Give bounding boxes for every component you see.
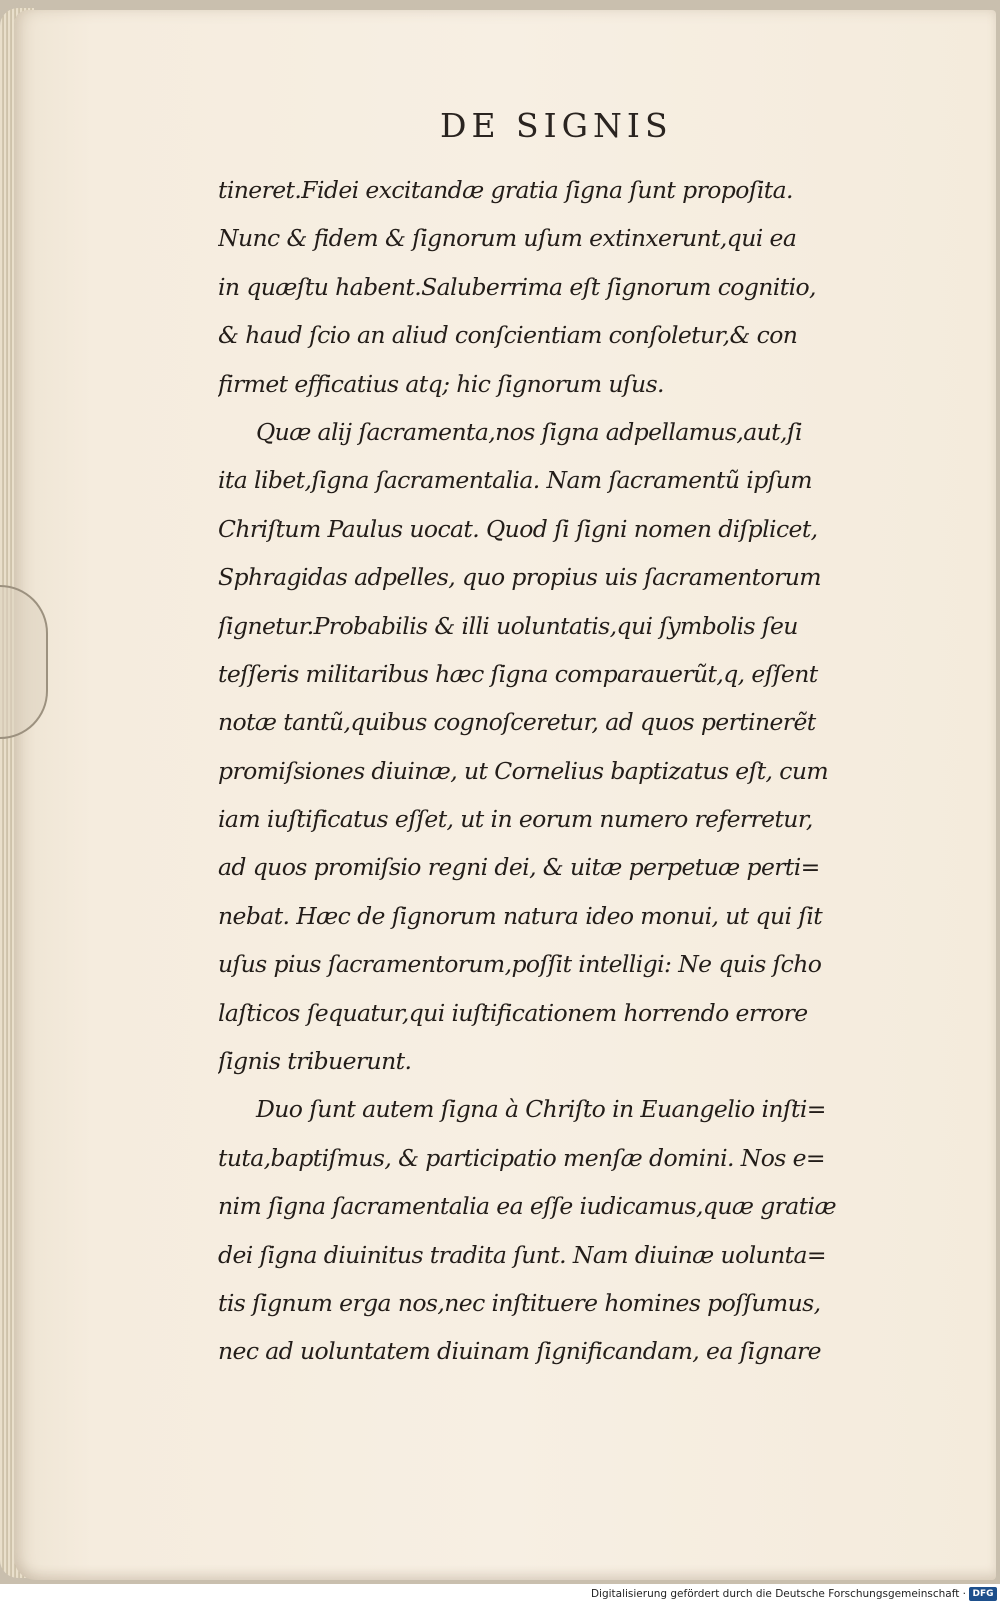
text-line: iam iuſtificatus eſſet, ut in eorum numero referretur,: [218, 805, 813, 834]
text-line: Sphragidas adpelles, quo propius uis ſacramentorum: [218, 563, 821, 592]
body-text: [218, 166, 918, 1376]
dfg-logo: DFG: [969, 1587, 997, 1601]
text-line: in quæſtu habent.Saluberrima eſt ſignorum cognitio,: [218, 272, 816, 301]
text-line: tineret.Fidei excitandæ gratia ſigna ſunt propoſita.: [218, 176, 793, 204]
text-line: Duo ſunt autem ſigna à Chriſto in Euangelio inſti=: [256, 1095, 826, 1124]
text-line: teſſeris militaribus hæc ſigna comparauerũt,q, eſſent: [218, 659, 818, 688]
text-line: ad quos promiſsio regni dei, & uitæ perpetuæ perti=: [218, 853, 820, 882]
text-line: tis ſignum erga nos,nec inſtituere homines poſſumus,: [218, 1288, 821, 1317]
funding-credit: Digitalisierung gefördert durch die Deutsche Forschungsgemeinschaft ·: [590, 1588, 966, 1600]
text-line: nim ſigna ſacramentalia ea eſſe iudicamus,quæ gratiæ: [218, 1192, 836, 1221]
text-line: Quæ alij ſacramenta,nos ſigna adpellamus,aut,ſi: [256, 417, 802, 446]
text-line: ſignis tribuerunt.: [218, 1047, 412, 1076]
text-line: uſus pius ſacramentorum,poſſit intelligi: Ne quis ſcho: [218, 950, 822, 979]
text-line: & haud ſcio an aliud conſcientiam conſoletur,& con: [218, 321, 798, 350]
text-line: promiſsiones diuinæ, ut Cornelius baptizatus eſt, cum: [218, 756, 829, 785]
text-line: notæ tantũ,quibus cognoſceretur, ad quos pertinerẽt: [218, 708, 816, 737]
text-line: ſignetur.Probabilis & illi uoluntatis,qui ſymbolis ſeu: [218, 611, 798, 640]
text-line: tuta,baptiſmus, & participatio menſæ domini. Nos e=: [218, 1143, 826, 1172]
text-line: dei ſigna diuinitus tradita ſunt. Nam diuinæ uolunta=: [218, 1240, 826, 1269]
text-line: nebat. Hæc de ſignorum natura ideo monui, ut qui ſit: [218, 901, 823, 930]
running-head: DE SIGNIS: [440, 106, 673, 145]
text-line: nec ad uoluntatem diuinam ſignificandam, ea ſignare: [218, 1337, 821, 1366]
text-line: Chriſtum Paulus uocat. Quod ſi ſigni nomen diſplicet,: [218, 514, 818, 543]
text-line: firmet efficatius atq; hic ſignorum uſus.: [218, 369, 664, 398]
text-line: laſticos ſequatur,qui iuſtificationem horrendo errore: [218, 998, 808, 1027]
digitization-footer: [0, 1584, 1000, 1606]
page-clip-mark: [0, 585, 48, 739]
text-line: Nunc & fidem & ſignorum uſum extinxerunt,qui ea: [218, 224, 797, 253]
text-line: ita libet,ſigna ſacramentalia. Nam ſacramentũ ipſum: [218, 466, 812, 495]
